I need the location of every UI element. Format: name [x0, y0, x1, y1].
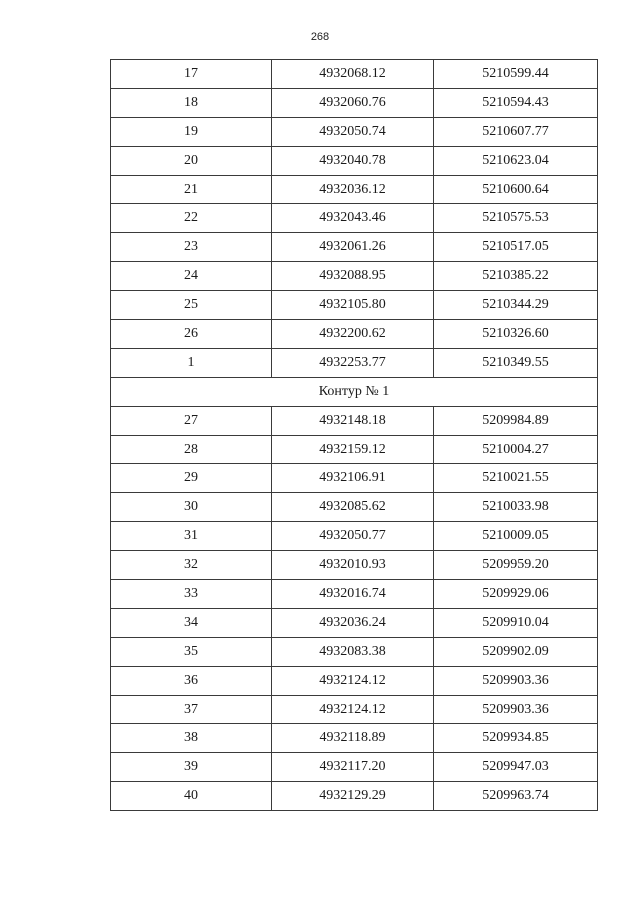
table-row: [111, 493, 598, 522]
x-coordinate-cell: 4932148.18: [272, 406, 434, 435]
table-row: [111, 88, 598, 117]
coordinates-table-body: [111, 60, 598, 811]
point-number-cell: 35: [111, 637, 272, 666]
table-row: [111, 175, 598, 204]
table-row: [111, 348, 598, 377]
y-coordinate-cell: 5209903.36: [434, 695, 598, 724]
y-coordinate-cell: 5210599.44: [434, 60, 598, 89]
table-row: [111, 782, 598, 811]
point-number-cell: 31: [111, 522, 272, 551]
page-number: 268: [310, 31, 330, 43]
y-coordinate-cell: 5209984.89: [434, 406, 598, 435]
y-coordinate-cell: 5210344.29: [434, 291, 598, 320]
contour-title: Контур № 1: [111, 377, 598, 406]
x-coordinate-cell: 4932200.62: [272, 320, 434, 349]
point-number-cell: 24: [111, 262, 272, 291]
y-coordinate-cell: 5209929.06: [434, 580, 598, 609]
table-row: [111, 637, 598, 666]
point-number-cell: 17: [111, 60, 272, 89]
point-number-cell: 40: [111, 782, 272, 811]
y-coordinate-cell: 5210517.05: [434, 233, 598, 262]
table-row: [111, 435, 598, 464]
table-row: [111, 522, 598, 551]
x-coordinate-cell: 4932040.78: [272, 146, 434, 175]
table-row: [111, 695, 598, 724]
table-row: [111, 608, 598, 637]
x-coordinate-cell: 4932061.26: [272, 233, 434, 262]
table-row: [111, 406, 598, 435]
x-coordinate-cell: 4932043.46: [272, 204, 434, 233]
table-row: [111, 233, 598, 262]
y-coordinate-cell: 5209902.09: [434, 637, 598, 666]
point-number-cell: 25: [111, 291, 272, 320]
x-coordinate-cell: 4932050.74: [272, 117, 434, 146]
x-coordinate-cell: 4932159.12: [272, 435, 434, 464]
x-coordinate-cell: 4932010.93: [272, 551, 434, 580]
y-coordinate-cell: 5210623.04: [434, 146, 598, 175]
contour-header-row: [111, 377, 598, 406]
x-coordinate-cell: 4932129.29: [272, 782, 434, 811]
point-number-cell: 38: [111, 724, 272, 753]
point-number-cell: 21: [111, 175, 272, 204]
x-coordinate-cell: 4932117.20: [272, 753, 434, 782]
x-coordinate-cell: 4932085.62: [272, 493, 434, 522]
y-coordinate-cell: 5210600.64: [434, 175, 598, 204]
y-coordinate-cell: 5210349.55: [434, 348, 598, 377]
point-number-cell: 30: [111, 493, 272, 522]
table-row: [111, 580, 598, 609]
point-number-cell: 26: [111, 320, 272, 349]
table-row: [111, 60, 598, 89]
x-coordinate-cell: 4932060.76: [272, 88, 434, 117]
x-coordinate-cell: 4932106.91: [272, 464, 434, 493]
y-coordinate-cell: 5209959.20: [434, 551, 598, 580]
table-row: [111, 753, 598, 782]
x-coordinate-cell: 4932088.95: [272, 262, 434, 291]
x-coordinate-cell: 4932124.12: [272, 666, 434, 695]
point-number-cell: 22: [111, 204, 272, 233]
x-coordinate-cell: 4932083.38: [272, 637, 434, 666]
point-number-cell: 23: [111, 233, 272, 262]
point-number-cell: 27: [111, 406, 272, 435]
point-number-cell: 32: [111, 551, 272, 580]
y-coordinate-cell: 5210009.05: [434, 522, 598, 551]
point-number-cell: 20: [111, 146, 272, 175]
table-row: [111, 262, 598, 291]
x-coordinate-cell: 4932016.74: [272, 580, 434, 609]
table-row: [111, 146, 598, 175]
y-coordinate-cell: 5210594.43: [434, 88, 598, 117]
point-number-cell: 1: [111, 348, 272, 377]
y-coordinate-cell: 5210607.77: [434, 117, 598, 146]
table-row: [111, 204, 598, 233]
coordinates-table: [110, 59, 598, 811]
y-coordinate-cell: 5210004.27: [434, 435, 598, 464]
point-number-cell: 36: [111, 666, 272, 695]
x-coordinate-cell: 4932105.80: [272, 291, 434, 320]
table-row: [111, 320, 598, 349]
x-coordinate-cell: 4932050.77: [272, 522, 434, 551]
x-coordinate-cell: 4932118.89: [272, 724, 434, 753]
table-row: [111, 291, 598, 320]
table-row: [111, 666, 598, 695]
y-coordinate-cell: 5209963.74: [434, 782, 598, 811]
point-number-cell: 19: [111, 117, 272, 146]
y-coordinate-cell: 5209910.04: [434, 608, 598, 637]
point-number-cell: 33: [111, 580, 272, 609]
table-row: [111, 724, 598, 753]
x-coordinate-cell: 4932253.77: [272, 348, 434, 377]
point-number-cell: 28: [111, 435, 272, 464]
point-number-cell: 29: [111, 464, 272, 493]
point-number-cell: 39: [111, 753, 272, 782]
point-number-cell: 34: [111, 608, 272, 637]
y-coordinate-cell: 5209934.85: [434, 724, 598, 753]
point-number-cell: 37: [111, 695, 272, 724]
y-coordinate-cell: 5210575.53: [434, 204, 598, 233]
y-coordinate-cell: 5210021.55: [434, 464, 598, 493]
y-coordinate-cell: 5210385.22: [434, 262, 598, 291]
y-coordinate-cell: 5210033.98: [434, 493, 598, 522]
table-row: [111, 551, 598, 580]
y-coordinate-cell: 5210326.60: [434, 320, 598, 349]
table-row: [111, 117, 598, 146]
x-coordinate-cell: 4932124.12: [272, 695, 434, 724]
x-coordinate-cell: 4932036.24: [272, 608, 434, 637]
table-row: [111, 464, 598, 493]
point-number-cell: 18: [111, 88, 272, 117]
y-coordinate-cell: 5209903.36: [434, 666, 598, 695]
x-coordinate-cell: 4932068.12: [272, 60, 434, 89]
x-coordinate-cell: 4932036.12: [272, 175, 434, 204]
y-coordinate-cell: 5209947.03: [434, 753, 598, 782]
